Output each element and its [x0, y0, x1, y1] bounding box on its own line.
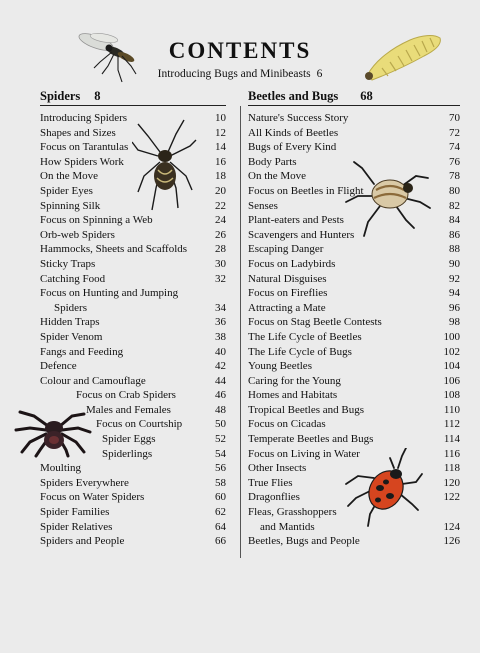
toc-entry-label: Dragonflies [248, 491, 300, 504]
toc-entry[interactable] [40, 155, 226, 170]
toc-entry[interactable] [40, 286, 226, 301]
toc-entry-label: Body Parts [248, 155, 297, 168]
toc-entry-page: 28 [215, 243, 226, 256]
toc-entry[interactable] [248, 272, 460, 287]
toc-entry-label: Focus on Cicadas [248, 418, 326, 431]
toc-entry[interactable] [40, 272, 226, 287]
toc-entry[interactable] [248, 126, 460, 141]
intro-entry[interactable] [0, 68, 480, 80]
toc-entry-label: Spinning Silk [40, 199, 101, 212]
toc-entry-label: On the Move [40, 170, 99, 183]
toc-entry[interactable] [248, 199, 460, 214]
toc-entry[interactable] [40, 345, 226, 360]
toc-entry[interactable] [40, 169, 226, 184]
toc-entry[interactable] [248, 359, 460, 374]
toc-entry-label: Spider Eggs [102, 433, 156, 446]
toc-entry-label: Focus on Stag Beetle Contests [248, 316, 382, 329]
toc-entry-page: 44 [215, 374, 226, 387]
toc-entry-page: 38 [215, 330, 226, 343]
toc-entry-label: Scavengers and Hunters [248, 228, 355, 241]
toc-entry-label: Bugs of Every Kind [248, 141, 337, 154]
toc-entry-page: 56 [215, 462, 226, 475]
toc-entry-label: Fleas, Grasshoppers [248, 506, 337, 519]
toc-entry[interactable] [40, 534, 226, 549]
toc-entry-label: Spider Relatives [40, 520, 113, 533]
toc-entry-page: 54 [215, 447, 226, 460]
toc-entry-page: 80 [449, 184, 460, 197]
toc-entry-label: Focus on Ladybirds [248, 257, 336, 270]
section-heading-label: Beetles and Bugs [248, 89, 339, 103]
toc-entry[interactable] [248, 403, 460, 418]
toc-entry[interactable] [40, 374, 226, 389]
toc-entry[interactable] [248, 432, 460, 447]
toc-entry-page: 88 [449, 243, 460, 256]
toc-entry-label: Orb-web Spiders [40, 228, 115, 241]
toc-entry[interactable] [248, 315, 460, 330]
toc-entry-page: 74 [449, 141, 460, 154]
toc-entry-label: Sticky Traps [40, 257, 96, 270]
toc-entry[interactable] [40, 140, 226, 155]
toc-entry-page: 40 [215, 345, 226, 358]
toc-entry-label: Escaping Danger [248, 243, 324, 256]
section-heading-page: 68 [360, 89, 373, 103]
toc-entry-label: Spiders and People [40, 535, 125, 548]
toc-entry-page: 100 [443, 330, 460, 343]
toc-entry-page: 26 [215, 228, 226, 241]
toc-entry[interactable] [40, 242, 226, 257]
toc-entry[interactable] [248, 476, 460, 491]
toc-entry[interactable] [40, 301, 226, 316]
toc-entry-page: 72 [449, 126, 460, 139]
toc-entry[interactable] [40, 476, 226, 491]
toc-entry[interactable] [40, 184, 226, 199]
toc-entry-label: Focus on Fireflies [248, 287, 328, 300]
toc-entry-label: Colour and Camouflage [40, 374, 146, 387]
toc-entry-page: 86 [449, 228, 460, 241]
toc-entry-page: 20 [215, 184, 226, 197]
toc-entry-page: 120 [443, 476, 460, 489]
toc-entry[interactable] [248, 447, 460, 462]
toc-entry-label: Hammocks, Sheets and Scaffolds [40, 243, 188, 256]
toc-entry-page: 124 [443, 520, 460, 533]
toc-entry-page: 96 [449, 301, 460, 314]
toc-entry[interactable] [40, 417, 226, 432]
toc-entry-page: 98 [449, 316, 460, 329]
toc-entry-page: 58 [215, 476, 226, 489]
toc-entry-label: Shapes and Sizes [40, 126, 116, 139]
toc-entry-page: 76 [449, 155, 460, 168]
toc-entry-label: Catching Food [40, 272, 106, 285]
section-heading-page: 8 [94, 89, 101, 103]
toc-entry-page: 106 [443, 374, 460, 387]
toc-entry[interactable] [248, 520, 460, 535]
toc-entry[interactable] [40, 315, 226, 330]
toc-entry[interactable] [40, 213, 226, 228]
toc-entry-page: 126 [443, 535, 460, 548]
toc-entry-label: Spiderlings [102, 447, 153, 460]
toc-entry-label: Focus on Hunting and Jumping [40, 287, 179, 300]
toc-entry[interactable] [248, 213, 460, 228]
toc-entry-page: 70 [449, 112, 460, 124]
toc-entry-page: 104 [443, 360, 460, 373]
toc-entry-page: 30 [215, 257, 226, 270]
toc-entry-label: Beetles, Bugs and People [248, 535, 360, 548]
toc-entry-page: 112 [443, 418, 460, 431]
toc-entry-page: 92 [449, 272, 460, 285]
toc-entry-page: 50 [215, 418, 226, 431]
toc-entry[interactable] [40, 447, 226, 462]
toc-entry[interactable] [248, 184, 460, 199]
toc-entry-label: Homes and Habitats [248, 389, 338, 402]
toc-entry-page: 18 [215, 170, 226, 183]
toc-entry[interactable] [248, 242, 460, 257]
toc-entry-label: Caring for the Young [248, 374, 341, 387]
toc-entry-label: Focus on Beetles in Flight [248, 184, 364, 197]
toc-entry-label: True Flies [248, 476, 293, 489]
toc-entry[interactable] [248, 228, 460, 243]
toc-entry[interactable] [40, 432, 226, 447]
toc-entry[interactable] [248, 374, 460, 389]
toc-entry[interactable] [248, 169, 460, 184]
toc-entry-page: 52 [215, 433, 226, 446]
toc-entry-label: Males and Females [86, 403, 171, 416]
toc-entry-label: Fangs and Feeding [40, 345, 124, 358]
toc-entry-label: Spider Eyes [40, 184, 93, 197]
toc-entry-page: 118 [443, 462, 460, 475]
toc-entry[interactable] [40, 520, 226, 535]
toc-entry[interactable] [248, 330, 460, 345]
toc-entry[interactable] [248, 286, 460, 301]
column-divider [240, 106, 241, 558]
toc-entry-label: Plant-eaters and Pests [248, 214, 344, 227]
toc-entry-page: 116 [443, 447, 460, 460]
toc-entry[interactable] [40, 330, 226, 345]
toc-entry-page: 82 [449, 199, 460, 212]
toc-entry-page: 108 [443, 389, 460, 402]
toc-entry-label: Other Insects [248, 462, 307, 475]
intro-label: Introducing Bugs and Minibeasts [157, 68, 311, 80]
toc-entry-label: On the Move [248, 170, 307, 183]
toc-entry[interactable] [40, 403, 226, 418]
toc-entry-label: Temperate Beetles and Bugs [248, 433, 374, 446]
spiders-entry-list [40, 111, 226, 549]
toc-entry-page: 84 [449, 214, 460, 227]
intro-page-number: 6 [316, 68, 323, 80]
toc-entry-label: Defence [40, 360, 77, 373]
toc-entry-page: 90 [449, 257, 460, 270]
toc-entry[interactable] [248, 301, 460, 316]
toc-entry-label: Young Beetles [248, 360, 312, 373]
toc-entry-label: Hidden Traps [40, 316, 100, 329]
page-title: CONTENTS [168, 38, 312, 63]
toc-entry-label: Focus on Crab Spiders [76, 389, 176, 402]
toc-entry-label: Tropical Beetles and Bugs [248, 403, 364, 416]
toc-entry-page: 24 [215, 214, 226, 227]
toc-entry-label: How Spiders Work [40, 155, 124, 168]
toc-entry[interactable] [248, 140, 460, 155]
toc-entry-page: 110 [443, 403, 460, 416]
toc-entry-page: 10 [215, 112, 226, 124]
toc-entry-page: 94 [449, 287, 460, 300]
toc-entry[interactable] [248, 155, 460, 170]
toc-entry-page: 62 [215, 506, 226, 519]
beetles-section [248, 88, 460, 549]
toc-entry[interactable] [40, 257, 226, 272]
toc-entry-page: 122 [443, 491, 460, 504]
toc-entry[interactable] [248, 534, 460, 549]
toc-entry-label: Introducing Spiders [40, 112, 128, 124]
toc-entry-page: 36 [215, 316, 226, 329]
toc-entry-label: Spider Families [40, 506, 110, 519]
toc-entry[interactable] [248, 505, 460, 520]
toc-entry[interactable] [248, 388, 460, 403]
toc-entry-page: 34 [215, 301, 226, 314]
toc-entry-label: Natural Disguises [248, 272, 327, 285]
section-heading-label: Spiders [40, 89, 81, 103]
toc-entry-label: Attracting a Mate [248, 301, 326, 314]
toc-entry-page: 64 [215, 520, 226, 533]
toc-entry-page: 42 [215, 360, 226, 373]
toc-entry-label: Focus on Living in Water [248, 447, 360, 460]
beetles-entry-list [248, 111, 460, 549]
toc-entry-page: 114 [443, 433, 460, 446]
toc-entry-page: 14 [215, 141, 226, 154]
toc-entry[interactable] [40, 111, 226, 126]
toc-entry[interactable] [40, 388, 226, 403]
toc-entry[interactable] [248, 111, 460, 126]
toc-entry-label: Nature's Success Story [248, 112, 349, 124]
toc-entry-page: 16 [215, 155, 226, 168]
toc-entry-label: Focus on Spinning a Web [40, 214, 153, 227]
toc-entry-label: The Life Cycle of Beetles [248, 330, 362, 343]
toc-entry-label: Focus on Tarantulas [40, 141, 129, 154]
toc-entry[interactable] [40, 505, 226, 520]
toc-entry-label: Spider Venom [40, 330, 103, 343]
toc-entry[interactable] [248, 490, 460, 505]
toc-entry-label: Focus on Water Spiders [40, 491, 145, 504]
toc-entry[interactable] [40, 359, 226, 374]
toc-entry[interactable] [248, 461, 460, 476]
toc-entry-label: All Kinds of Beetles [248, 126, 339, 139]
toc-entry[interactable] [248, 257, 460, 272]
toc-entry-page: 46 [215, 389, 226, 402]
toc-entry[interactable] [248, 345, 460, 360]
toc-entry-label: and Mantids [260, 520, 315, 533]
toc-entry-label: Senses [248, 199, 278, 212]
toc-entry[interactable] [40, 461, 226, 476]
toc-entry-label: Spiders [54, 301, 87, 314]
toc-entry[interactable] [40, 126, 226, 141]
toc-entry-label: Spiders Everywhere [40, 476, 129, 489]
toc-entry[interactable] [40, 199, 226, 214]
toc-entry-label: Focus on Courtship [96, 418, 183, 431]
toc-entry-page: 66 [215, 535, 226, 548]
toc-entry-label: Moulting [40, 462, 81, 475]
toc-entry-page: 102 [443, 345, 460, 358]
toc-entry-page: 48 [215, 403, 226, 416]
toc-entry-page: 12 [215, 126, 226, 139]
toc-entry-page: 22 [215, 199, 226, 212]
toc-entry[interactable] [40, 228, 226, 243]
section-heading-beetles[interactable] [248, 88, 460, 106]
toc-entry-page: 78 [449, 170, 460, 183]
spiders-section [40, 88, 226, 549]
toc-entry-page: 60 [215, 491, 226, 504]
toc-entry-label: The Life Cycle of Bugs [248, 345, 352, 358]
section-heading-spiders[interactable] [40, 88, 226, 106]
toc-entry[interactable] [248, 417, 460, 432]
toc-entry[interactable] [40, 490, 226, 505]
toc-entry-page: 32 [215, 272, 226, 285]
